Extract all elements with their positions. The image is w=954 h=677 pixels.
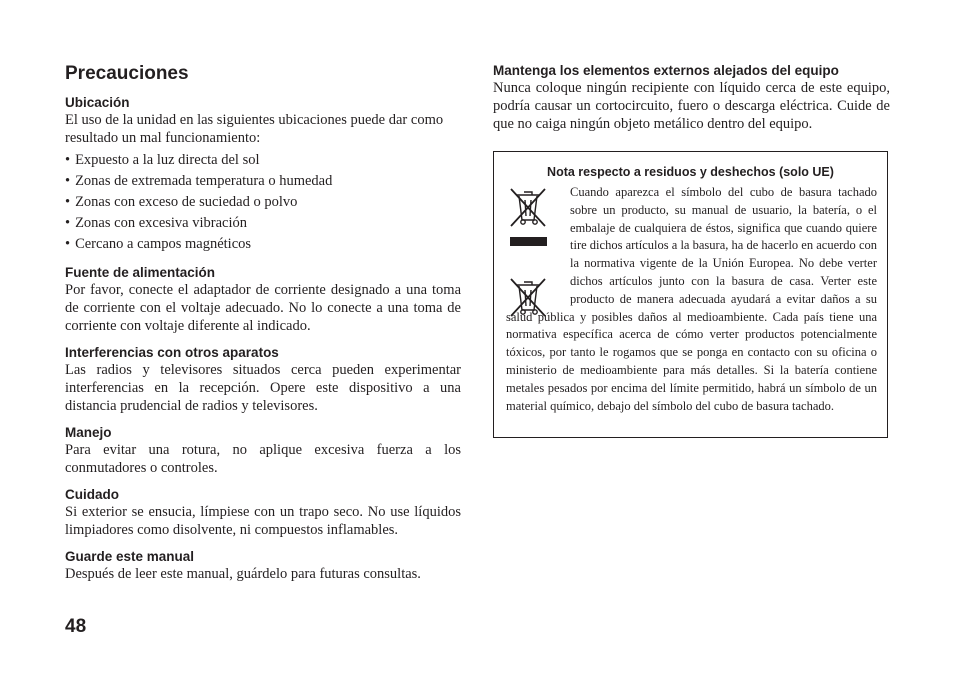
section-body: Después de leer este manual, guárdelo para futuras consultas. — [65, 566, 421, 582]
section-body: Si exterior se ensucia, límpiese con un trapo seco. No use líquidos limpiadores como disolvente, ni compuestos inflamables. — [65, 504, 461, 538]
list-item: • Zonas de extremada temperatura o humedad — [65, 173, 333, 189]
section-body: Nunca coloque ningún recipiente con líquido cerca de este equipo, podría causar un cortocircuito, fuero o descarga eléctrica. Cuide de que no caiga ningún objeto metálico dentro del equipo. — [493, 80, 890, 132]
section-heading: Ubicación — [65, 95, 130, 110]
section-body: El uso de la unidad en las siguientes ubicaciones puede dar como resultado un mal funcionamiento: — [65, 112, 444, 146]
page-number: 48 — [65, 616, 87, 637]
section-heading: Manejo — [65, 425, 112, 440]
section-heading: Interferencias con otros aparatos — [65, 345, 279, 360]
list-item: • Cercano a campos magnéticos — [65, 236, 252, 252]
left-column — [65, 62, 461, 592]
section-heading: Guarde este manual — [65, 549, 195, 564]
section-manejo — [65, 424, 461, 477]
section-body: Las radios y televisores situados cerca pueden experimentar interferencias en la recepción. Opere este dispositivo a una distancia prudencial de radios y televisores. — [65, 362, 461, 414]
section-heading: Cuidado — [65, 487, 119, 502]
list-item: • Zonas con excesiva vibración — [65, 215, 247, 231]
notice-title: Nota respecto a residuos y deshechos (solo UE) — [547, 165, 834, 179]
section-body: Por favor, conecte el adaptador de corriente designado a una toma de corriente con el voltaje adecuado. No lo conecte a una toma de corriente con voltaje diferente al indicado. — [65, 282, 461, 334]
list-item: • Expuesto a la luz directa del sol — [65, 152, 260, 168]
section-cuidado — [65, 486, 461, 539]
right-column — [493, 62, 890, 133]
page-title: Precauciones — [65, 63, 189, 84]
section-heading: Mantenga los elementos externos alejados del equipo — [493, 63, 839, 78]
section-heading: Fuente de alimentación — [65, 265, 216, 280]
section-body: Para evitar una rotura, no aplique excesiva fuerza a los conmutadores o controles. — [65, 442, 461, 476]
section-interferencias — [65, 344, 461, 415]
bullet-list — [65, 150, 461, 255]
section-fuente-de-alimentacion — [65, 264, 461, 335]
list-item: • Zonas con exceso de suciedad o polvo — [65, 194, 298, 210]
section-ubicacion — [65, 94, 461, 255]
weee-notice-box — [493, 151, 888, 438]
section-guarde-este-manual — [65, 548, 461, 583]
notice-body: Cuando aparezca el símbolo del cubo de basura tachado sobre un producto, su manual de usuario, la batería, o el embalaje de cualquiera de éstos, significa que cuando quiere tire dichos artículos a la basura, ha de hacerlo en acuerdo con la normativa vigente de la Unión Europea. No debe verter dichos artículos junto con la basura de casa. Verter este producto de manera adecuada ayudará a evitar daños a su salud pública y posibles daños al medioambiente. Cada país tiene una normativa específica acerca de cómo verter productos potencialmente tóxicos, por tanto le rogamos que se ponga en contacto con su oficina o ministerio de medioambiente para más detalles. Si la batería contiene metales pesados por encima del límite permitido, habrá un símbolo de un material químico, debajo del símbolo del cubo de basura tachado. — [506, 185, 877, 413]
